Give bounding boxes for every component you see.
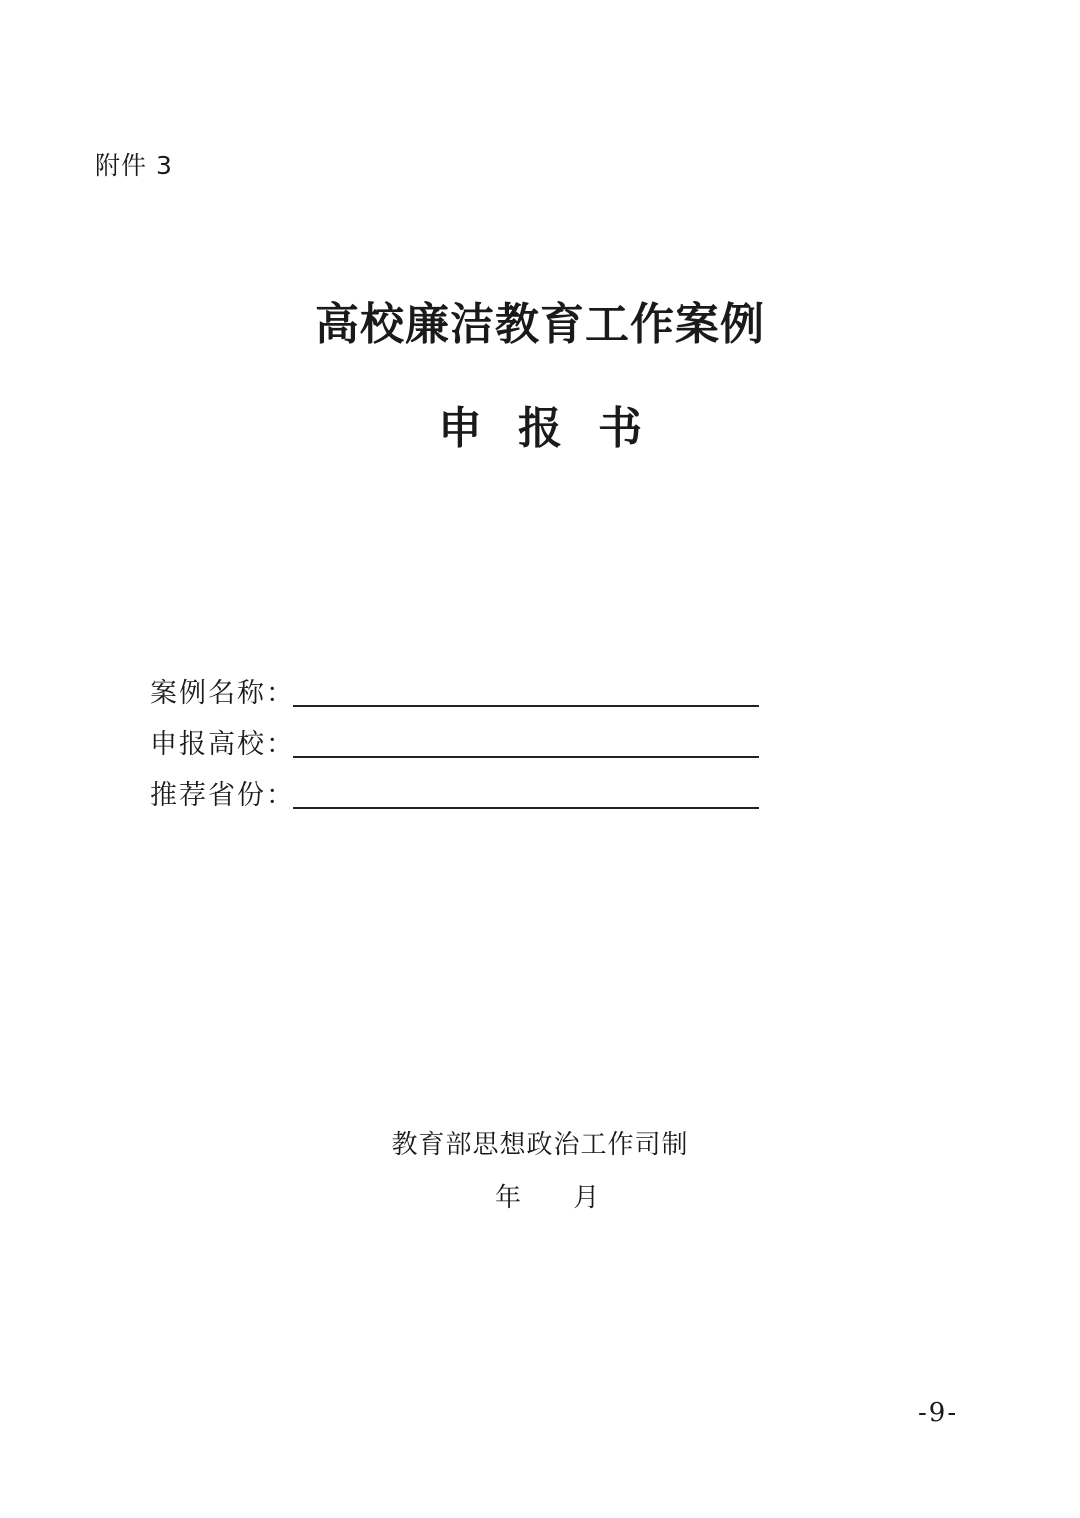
month-label: 月: [573, 1183, 600, 1213]
attachment-label: 附件 3: [95, 151, 173, 180]
school-blank[interactable]: [293, 726, 759, 758]
document-title: 高校廉洁教育工作案例: [315, 299, 765, 350]
province-blank[interactable]: [293, 777, 759, 809]
year-label: 年: [495, 1183, 522, 1213]
page-number: -9-: [918, 1398, 959, 1428]
field-case-name: [150, 662, 759, 713]
date-line: [495, 1177, 599, 1214]
field-label-school: 申报高校：: [150, 729, 295, 760]
field-label-case-name: 案例名称：: [150, 678, 295, 709]
field-school: [150, 713, 759, 764]
form-fields: [150, 662, 759, 815]
issuer: 教育部思想政治工作司制: [391, 1130, 689, 1160]
field-province: [150, 764, 759, 815]
document-subtitle: 申报书: [438, 403, 678, 454]
case-name-blank[interactable]: [293, 675, 759, 707]
field-label-province: 推荐省份：: [150, 780, 295, 811]
